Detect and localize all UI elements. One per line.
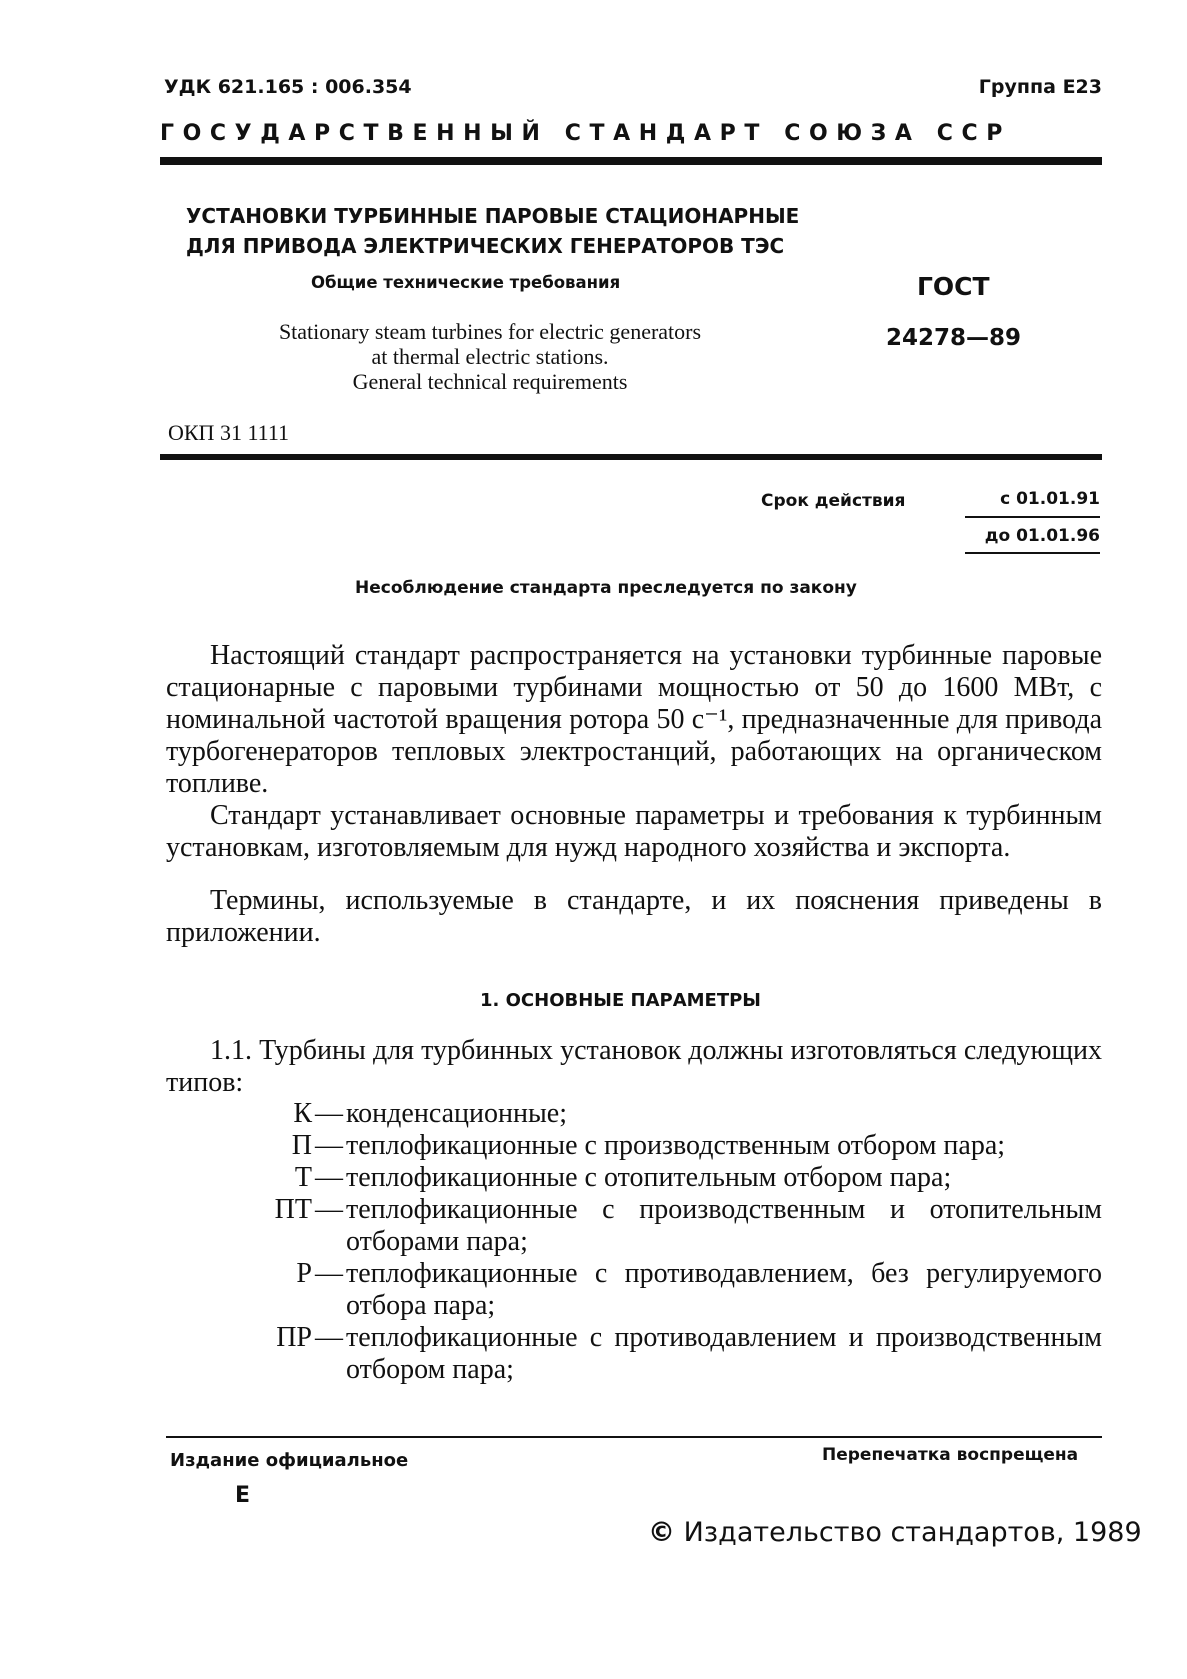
type-code: П [291, 1130, 312, 1161]
section-heading: 1. ОСНОВНЫЕ ПАРАМЕТРЫ [480, 990, 761, 1011]
group-code: Группа Е23 [978, 76, 1102, 98]
type-description: теплофикационные с противодавлением и производственным отбором пара; [346, 1322, 1102, 1385]
header-rule [160, 454, 1102, 460]
dash: — [315, 1130, 343, 1161]
dash: — [315, 1194, 343, 1225]
list-item [166, 1258, 1102, 1322]
type-description: теплофикационные с противодавлением, без регулируемого отбора пара; [346, 1258, 1102, 1321]
law-notice: Несоблюдение стандарта преследуется по закону [355, 578, 857, 598]
top-rule [160, 157, 1102, 165]
dash: — [315, 1322, 343, 1353]
udk-code: УДК 621.165 : 006.354 [164, 76, 412, 98]
edition-label: Издание официальное [170, 1450, 409, 1471]
list-item [166, 1162, 1102, 1194]
okp-code: ОКП 31 1111 [168, 420, 289, 445]
copyright-icon: © [648, 1517, 675, 1548]
reprint-notice: Перепечатка воспрещена [822, 1445, 1079, 1465]
type-description: теплофикационные с производственным отбором пара; [346, 1130, 1006, 1161]
dash: — [315, 1098, 343, 1129]
type-code: ПР [276, 1322, 312, 1353]
copyright [648, 1517, 1142, 1548]
standard-title [186, 201, 799, 261]
type-code: К [293, 1098, 312, 1129]
validity-rule [965, 516, 1100, 518]
title-line-1: УСТАНОВКИ ТУРБИННЫЕ ПАРОВЫЕ СТАЦИОНАРНЫЕ [186, 204, 800, 228]
type-code: Р [296, 1258, 312, 1289]
english-title-line: at thermal electric stations. [371, 344, 609, 369]
type-code: Т [294, 1162, 312, 1193]
title-line-2: ДЛЯ ПРИВОДА ЭЛЕКТРИЧЕСКИХ ГЕНЕРАТОРОВ ТЭС [186, 234, 785, 258]
english-title-line: General technical requirements [352, 369, 628, 394]
validity-rule [965, 552, 1100, 554]
union-standard-title: ГОСУДАРСТВЕННЫЙ СТАНДАРТ СОЮЗА ССР [160, 121, 1012, 146]
intro-paragraph: Стандарт устанавливает основные параметры и требования к турбинным установкам, изготовляемым для нужд народного хозяйства и экспорта. [166, 800, 1102, 863]
validity-to: до 01.01.96 [984, 526, 1100, 546]
type-code: ПТ [274, 1194, 312, 1225]
edition-letter: Е [235, 1483, 251, 1508]
english-title-line: Stationary steam turbines for electric generators [278, 319, 702, 344]
list-item [166, 1194, 1102, 1258]
list-item [166, 1098, 1102, 1130]
list-item [166, 1322, 1102, 1386]
validity-label: Срок действия [761, 491, 906, 511]
list-item [166, 1130, 1102, 1162]
gost-number: 24278—89 [886, 325, 1022, 351]
type-description: теплофикационные с отопительным отбором пара; [346, 1162, 952, 1193]
footer-rule [166, 1436, 1102, 1438]
standard-subtitle: Общие технические требования [311, 273, 621, 292]
copyright-text: Издательство стандартов, 1989 [683, 1517, 1142, 1548]
turbine-type-list [166, 1098, 1102, 1386]
gost-label: ГОСТ [917, 272, 990, 301]
intro-paragraph: Настоящий стандарт распространяется на установки турбинные паровые стационарные с паровыми турбинами мощностью от 50 до 1600 МВт, с номинальной частотой вращения ротора 50 с⁻¹, предназначенные для привода турбогенераторов тепловых электростанций, работающих на органическом топливе. [166, 640, 1102, 799]
validity-from: с 01.01.91 [1000, 489, 1100, 509]
dash: — [315, 1162, 343, 1193]
english-title [200, 319, 780, 394]
type-description: конденсационные; [346, 1098, 567, 1129]
intro-paragraph: Термины, используемые в стандарте, и их пояснения приведены в приложении. [166, 885, 1102, 948]
type-description: теплофикационные с производственным и отопительным отборами пара; [346, 1194, 1102, 1257]
clause-1-1: 1.1. Турбины для турбинных установок должны изготовляться следующих типов: [166, 1035, 1102, 1098]
dash: — [315, 1258, 343, 1289]
